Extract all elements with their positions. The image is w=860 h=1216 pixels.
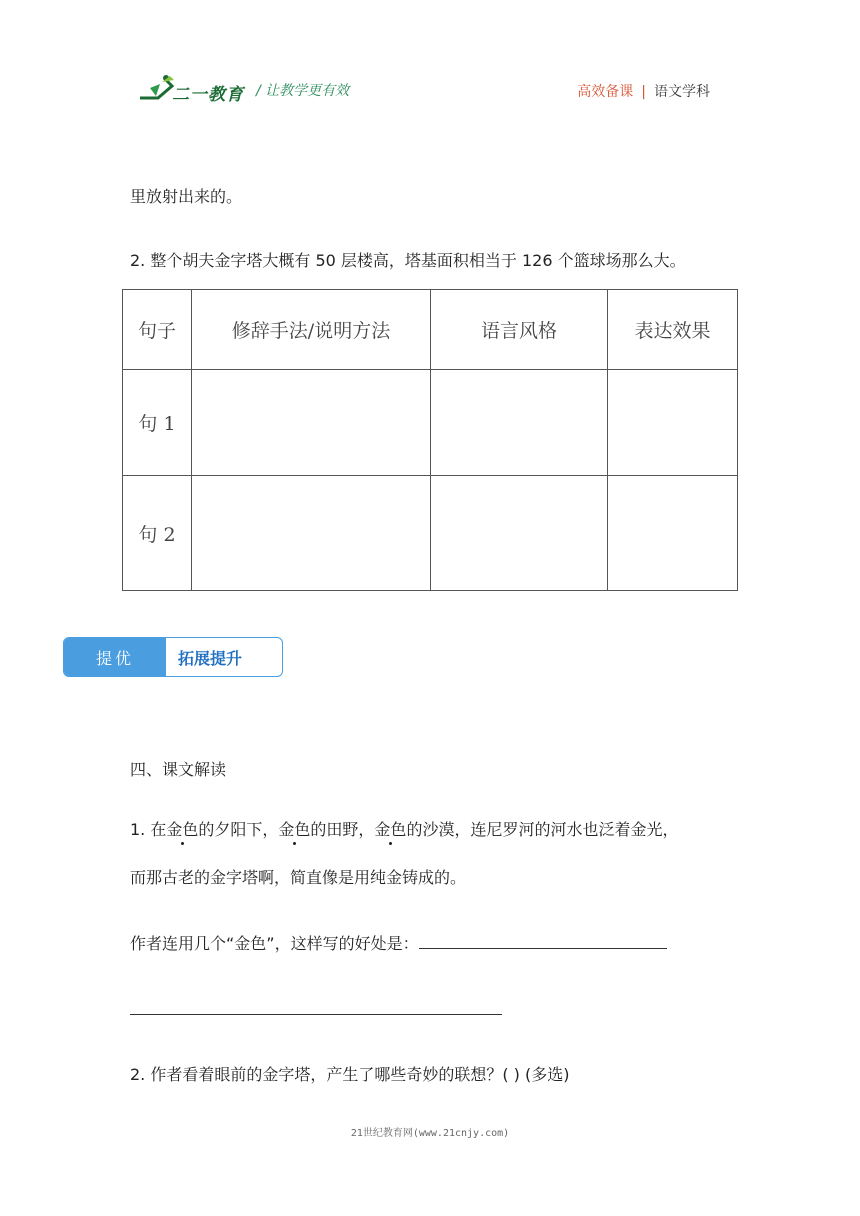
sentence-2: 2. 整个胡夫金字塔大概有 50 层楼高，塔基面积相当于 126 个篮球场那么大。 <box>130 251 686 270</box>
table-header: 修辞手法/说明方法 <box>192 290 431 370</box>
table-cell[interactable] <box>608 370 738 476</box>
brand-name: 二一教育 <box>172 85 244 105</box>
answer-blank-line-2[interactable] <box>130 1014 502 1015</box>
table-cell[interactable] <box>192 370 431 476</box>
header-tags <box>577 81 710 101</box>
question-1-line-1: 1. 在金色的夕阳下，金色的田野，金色的沙漠，连尼罗河的河水也泛着金光， <box>130 817 678 840</box>
tag-subject: 语文学科 <box>654 84 710 100</box>
table-header: 表达效果 <box>608 290 738 370</box>
continued-line: 里放射出来的。 <box>130 187 243 206</box>
emphasis-gold: 金色 <box>374 817 406 840</box>
table-cell[interactable] <box>192 476 431 591</box>
question-1-line-2: 而那古老的金字塔啊，简直像是用纯金铸成的。 <box>130 868 467 887</box>
question-2: 2. 作者看着眼前的金字塔，产生了哪些奇妙的联想？( ) (多选) <box>130 1065 570 1084</box>
section-banner <box>63 637 283 677</box>
table-header: 句子 <box>123 290 192 370</box>
emphasis-gold: 金色 <box>278 817 310 840</box>
analysis-table <box>122 289 738 591</box>
emphasis-gold: 金色 <box>166 817 198 840</box>
header-separator: | <box>641 84 646 100</box>
section-title: 拓展提升 <box>178 648 243 668</box>
table-cell[interactable] <box>431 370 608 476</box>
answer-blank[interactable] <box>419 932 667 949</box>
page-footer: 21世纪教育网(www.21cnjy.com) <box>350 1128 510 1139</box>
table-row-label: 句 1 <box>123 370 192 476</box>
table-cell[interactable] <box>431 476 608 591</box>
tag-lesson-prep: 高效备课 <box>577 84 634 100</box>
brand-slogan: / 让教学更有效 <box>256 83 350 99</box>
question-1-prompt: 作者连用几个“金色”，这样写的好处是： <box>130 931 667 954</box>
section-tag: 提优 <box>64 638 166 676</box>
table-row-label: 句 2 <box>123 476 192 591</box>
reading-heading: 四、课文解读 <box>130 760 227 779</box>
table-header: 语言风格 <box>431 290 608 370</box>
table-cell[interactable] <box>608 476 738 591</box>
